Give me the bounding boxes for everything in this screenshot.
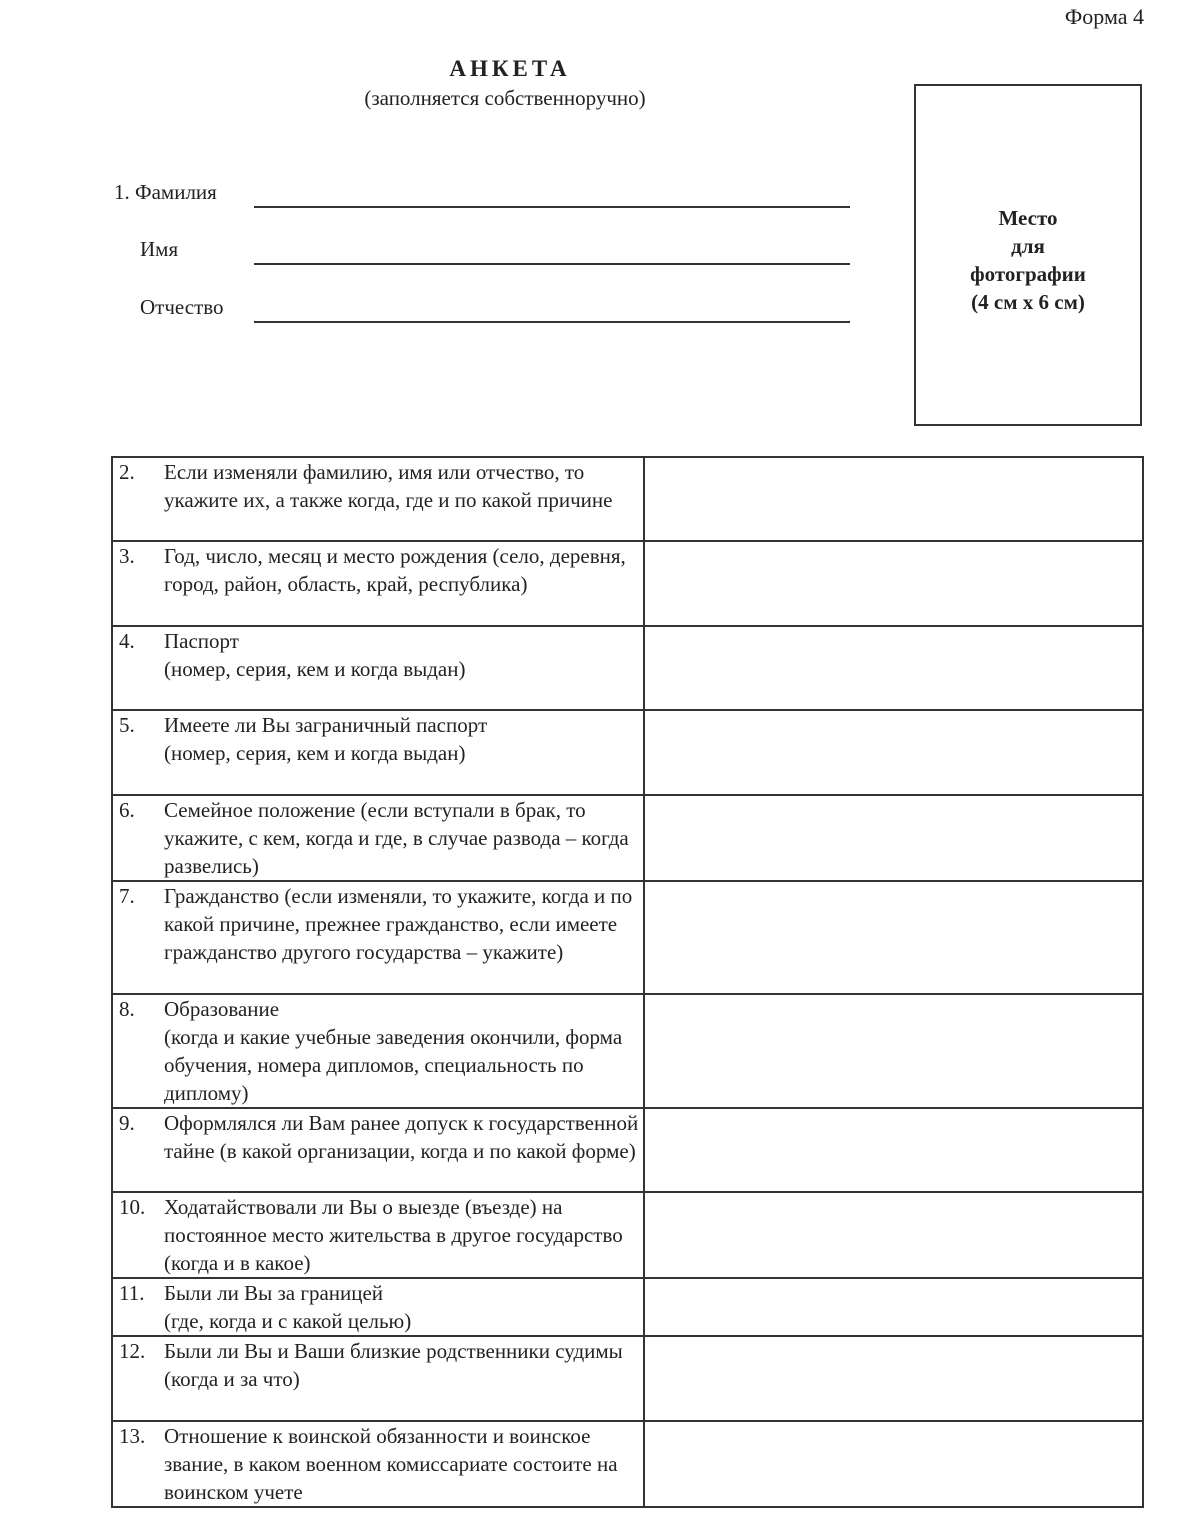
form-title: АНКЕТА — [449, 56, 571, 81]
photo-caption-line: Место — [998, 206, 1058, 230]
answer-cell[interactable] — [644, 795, 1143, 881]
question-row — [112, 881, 1143, 994]
answer-cell[interactable] — [644, 541, 1143, 626]
patronymic-field[interactable] — [254, 321, 850, 323]
question-text: Паспорт (номер, серия, кем и когда выдан) — [164, 626, 644, 710]
question-row — [112, 626, 1143, 710]
question-row — [112, 1421, 1143, 1507]
question-text: Оформлялся ли Вам ранее допуск к государственной тайне (в какой организации, когда и по какой форме) — [164, 1108, 644, 1192]
question-text: Отношение к воинской обязанности и воинское звание, в каком военном комиссариате состоите на воинском учете — [164, 1421, 644, 1507]
surname-field[interactable] — [254, 206, 850, 208]
patronymic-label: Отчество — [140, 295, 224, 319]
first-name-row — [110, 222, 850, 262]
question-number: 13. — [112, 1421, 164, 1507]
form-subtitle: (заполняется собственноручно) — [364, 86, 646, 110]
answer-cell[interactable] — [644, 1192, 1143, 1278]
question-row — [112, 994, 1143, 1108]
question-text: Гражданство (если изменяли, то укажите, когда и по какой причине, прежнее гражданство, если имеете гражданство другого государства – укажите) — [164, 881, 644, 994]
first-name-label: Имя — [140, 237, 179, 261]
question-number: 6. — [112, 795, 164, 881]
answer-cell[interactable] — [644, 1278, 1143, 1336]
question-text: Семейное положение (если вступали в брак, то укажите, с кем, когда и где, в случае развода – когда развелись) — [164, 795, 644, 881]
answer-cell[interactable] — [644, 710, 1143, 795]
question-text: Имеете ли Вы заграничный паспорт (номер, серия, кем и когда выдан) — [164, 710, 644, 795]
question-row — [112, 1108, 1143, 1192]
question-row — [112, 1278, 1143, 1336]
answer-cell[interactable] — [644, 1108, 1143, 1192]
question-number: 4. — [112, 626, 164, 710]
question-number: 9. — [112, 1108, 164, 1192]
question-text: Ходатайствовали ли Вы о выезде (въезде) на постоянное место жительства в другое государство (когда и в какое) — [164, 1192, 644, 1278]
question-row — [112, 457, 1143, 541]
question-text: Образование (когда и какие учебные заведения окончили, форма обучения, номера дипломов, специальность по диплому) — [164, 994, 644, 1108]
question-number: 10. — [112, 1192, 164, 1278]
answer-cell[interactable] — [644, 626, 1143, 710]
questionnaire-table — [111, 456, 1144, 1508]
photo-placeholder — [914, 84, 1142, 426]
answer-cell[interactable] — [644, 994, 1143, 1108]
question-number: 2. — [112, 457, 164, 541]
question-row — [112, 1192, 1143, 1278]
form-number: Форма 4 — [1064, 4, 1144, 29]
answer-cell[interactable] — [644, 1421, 1143, 1507]
question-number: 7. — [112, 881, 164, 994]
question-number: 8. — [112, 994, 164, 1108]
patronymic-row — [110, 280, 850, 320]
question-text: Были ли Вы за границей (где, когда и с какой целью) — [164, 1278, 644, 1336]
answer-cell[interactable] — [644, 1336, 1143, 1421]
question-number: 5. — [112, 710, 164, 795]
question-row — [112, 1336, 1143, 1421]
answer-cell[interactable] — [644, 457, 1143, 541]
question-number: 11. — [112, 1278, 164, 1336]
photo-caption — [916, 204, 1140, 316]
question-text: Год, число, месяц и место рождения (село, деревня, город, район, область, край, республика) — [164, 541, 644, 626]
surname-row — [110, 165, 850, 205]
photo-caption-line: (4 см х 6 см) — [971, 290, 1085, 314]
question-number: 3. — [112, 541, 164, 626]
question-row — [112, 710, 1143, 795]
first-name-field[interactable] — [254, 263, 850, 265]
photo-caption-line: для — [1011, 234, 1045, 258]
answer-cell[interactable] — [644, 881, 1143, 994]
question-row — [112, 541, 1143, 626]
question-number: 12. — [112, 1336, 164, 1421]
question-row — [112, 795, 1143, 881]
question-text: Были ли Вы и Ваши близкие родственники судимы (когда и за что) — [164, 1336, 644, 1421]
surname-label: 1. Фамилия — [114, 180, 217, 204]
question-text: Если изменяли фамилию, имя или отчество, то укажите их, а также когда, где и по какой причине — [164, 457, 644, 541]
photo-caption-line: фотографии — [970, 262, 1086, 286]
